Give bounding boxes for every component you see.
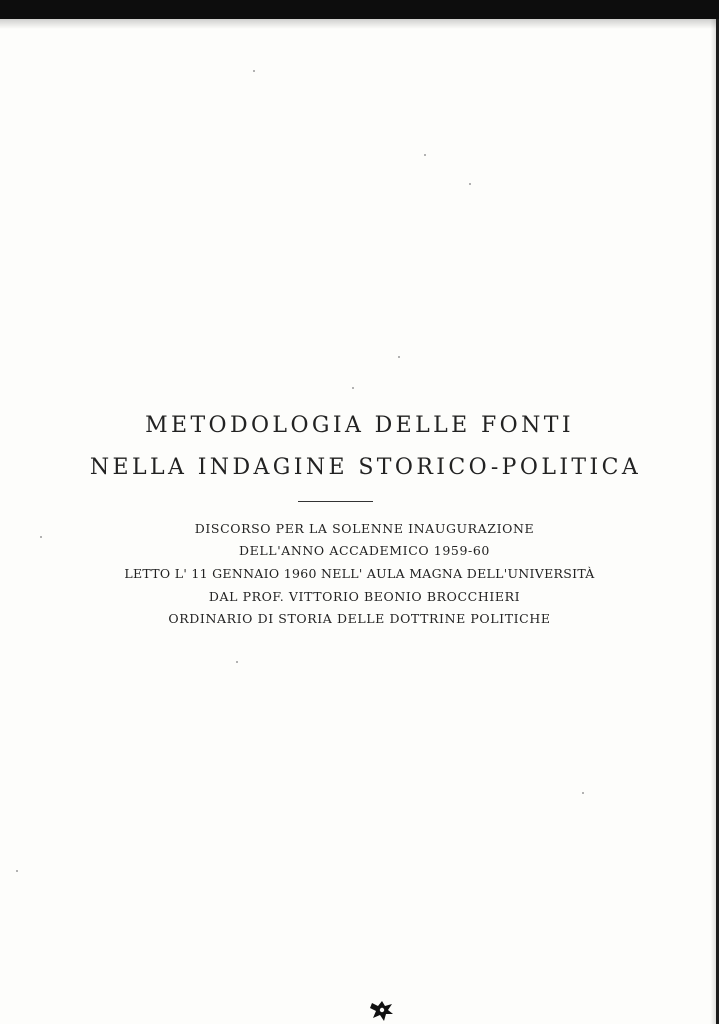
paper-speck <box>253 70 255 72</box>
paper-speck <box>582 792 584 794</box>
paper-speck <box>40 536 42 538</box>
scan-top-shadow <box>0 19 719 29</box>
paper-speck <box>352 387 354 389</box>
title-divider <box>298 501 373 502</box>
speech-description: DISCORSO PER LA SOLENNE INAUGURAZIONE <box>194 521 535 536</box>
reading-date-location: LETTO L' 11 GENNAIO 1960 NELL' AULA MAGNA DELL'UNIVERSITÀ <box>124 566 595 581</box>
academic-year: DELL'ANNO ACCADEMICO 1959-60 <box>239 543 490 558</box>
document-title-line-2: NELLA INDAGINE STORICO-POLITICA <box>89 455 642 480</box>
paper-speck <box>424 154 426 156</box>
printer-ornament-icon <box>369 1000 395 1022</box>
author-name: DAL PROF. VITTORIO BEONIO BROCCHIERI <box>208 589 521 604</box>
paper-speck <box>236 661 238 663</box>
paper-speck <box>398 356 400 358</box>
scan-top-border <box>0 0 719 19</box>
paper-speck <box>469 183 471 185</box>
document-title-line-1: METODOLOGIA DELLE FONTI <box>145 413 574 438</box>
paper-speck <box>16 870 18 872</box>
author-position: ORDINARIO DI STORIA DELLE DOTTRINE POLITICHE <box>168 611 551 626</box>
